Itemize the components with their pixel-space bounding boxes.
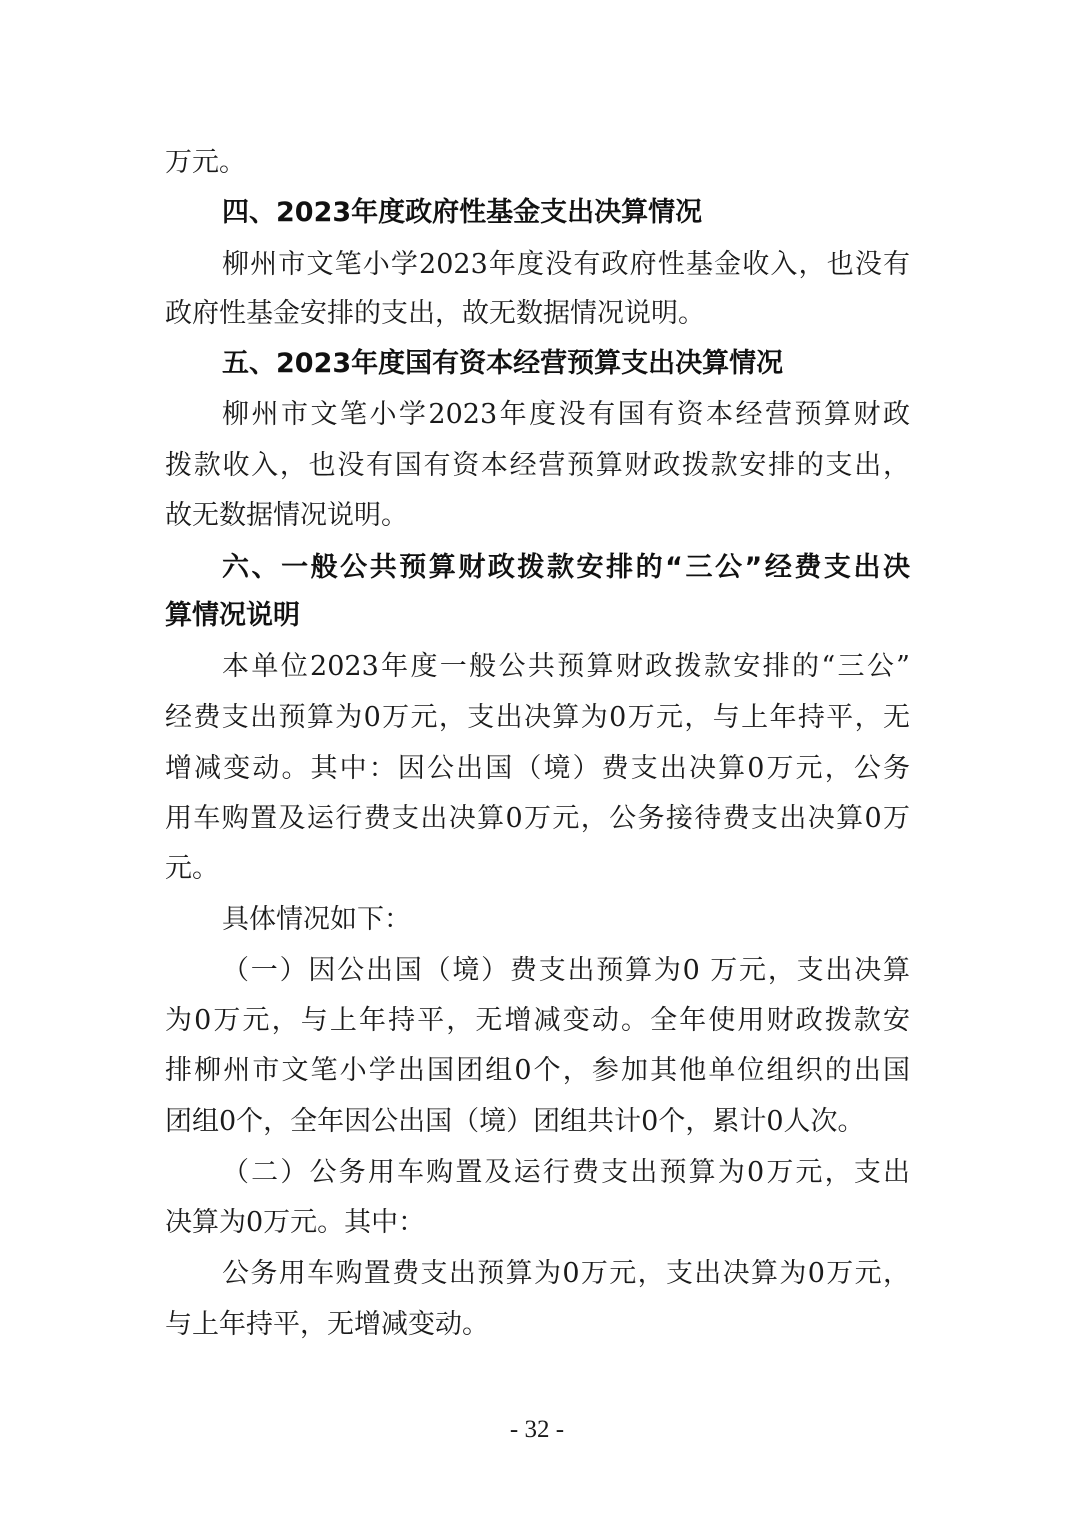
text-line: 为0万元，与上年持平，无增减变动。全年使用财政拨款安 bbox=[165, 1005, 910, 1036]
section-heading-6-cont: 算情况说明 bbox=[165, 600, 300, 631]
page-number: - 32 - bbox=[509, 1416, 565, 1443]
section-heading-4: 四、2023年度政府性基金支出决算情况 bbox=[222, 197, 703, 228]
section-heading-6: 六、一般公共预算财政拨款安排的“三公”经费支出决 bbox=[222, 552, 910, 583]
text-line: （二）公务用车购置及运行费支出预算为0万元，支出 bbox=[222, 1157, 910, 1188]
text-line: 拨款收入，也没有国有资本经营预算财政拨款安排的支出， bbox=[165, 450, 910, 481]
text-line: 用车购置及运行费支出决算0万元，公务接待费支出决算0万 bbox=[165, 803, 910, 834]
text-line: 与上年持平，无增减变动。 bbox=[165, 1309, 489, 1340]
text-line: 经费支出预算为0万元，支出决算为0万元，与上年持平，无 bbox=[165, 702, 910, 733]
text-line: 团组0个，全年因公出国（境）团组共计0个，累计0人次。 bbox=[165, 1106, 865, 1137]
text-line: 本单位2023年度一般公共预算财政拨款安排的“三公” bbox=[222, 651, 910, 682]
text-line: （一）因公出国（境）费支出预算为0 万元，支出决算 bbox=[222, 955, 910, 986]
text-line: 公务用车购置费支出预算为0万元，支出决算为0万元， bbox=[222, 1258, 910, 1289]
text-line: 故无数据情况说明。 bbox=[165, 500, 408, 531]
text-line: 元。 bbox=[165, 853, 219, 884]
text-line: 政府性基金安排的支出，故无数据情况说明。 bbox=[165, 298, 705, 329]
text-line: 柳州市文笔小学2023年度没有政府性基金收入，也没有 bbox=[222, 249, 910, 280]
text-line: 决算为0万元。其中： bbox=[165, 1207, 426, 1238]
section-heading-5: 五、2023年度国有资本经营预算支出决算情况 bbox=[222, 348, 784, 379]
text-line: 具体情况如下： bbox=[222, 904, 411, 935]
text-line: 排柳州市文笔小学出国团组0个，参加其他单位组织的出国 bbox=[165, 1055, 910, 1086]
text-line: 增减变动。其中：因公出国（境）费支出决算0万元，公务 bbox=[165, 753, 910, 784]
text-line: 柳州市文笔小学2023年度没有国有资本经营预算财政 bbox=[222, 399, 910, 430]
text-line: 万元。 bbox=[165, 147, 246, 178]
